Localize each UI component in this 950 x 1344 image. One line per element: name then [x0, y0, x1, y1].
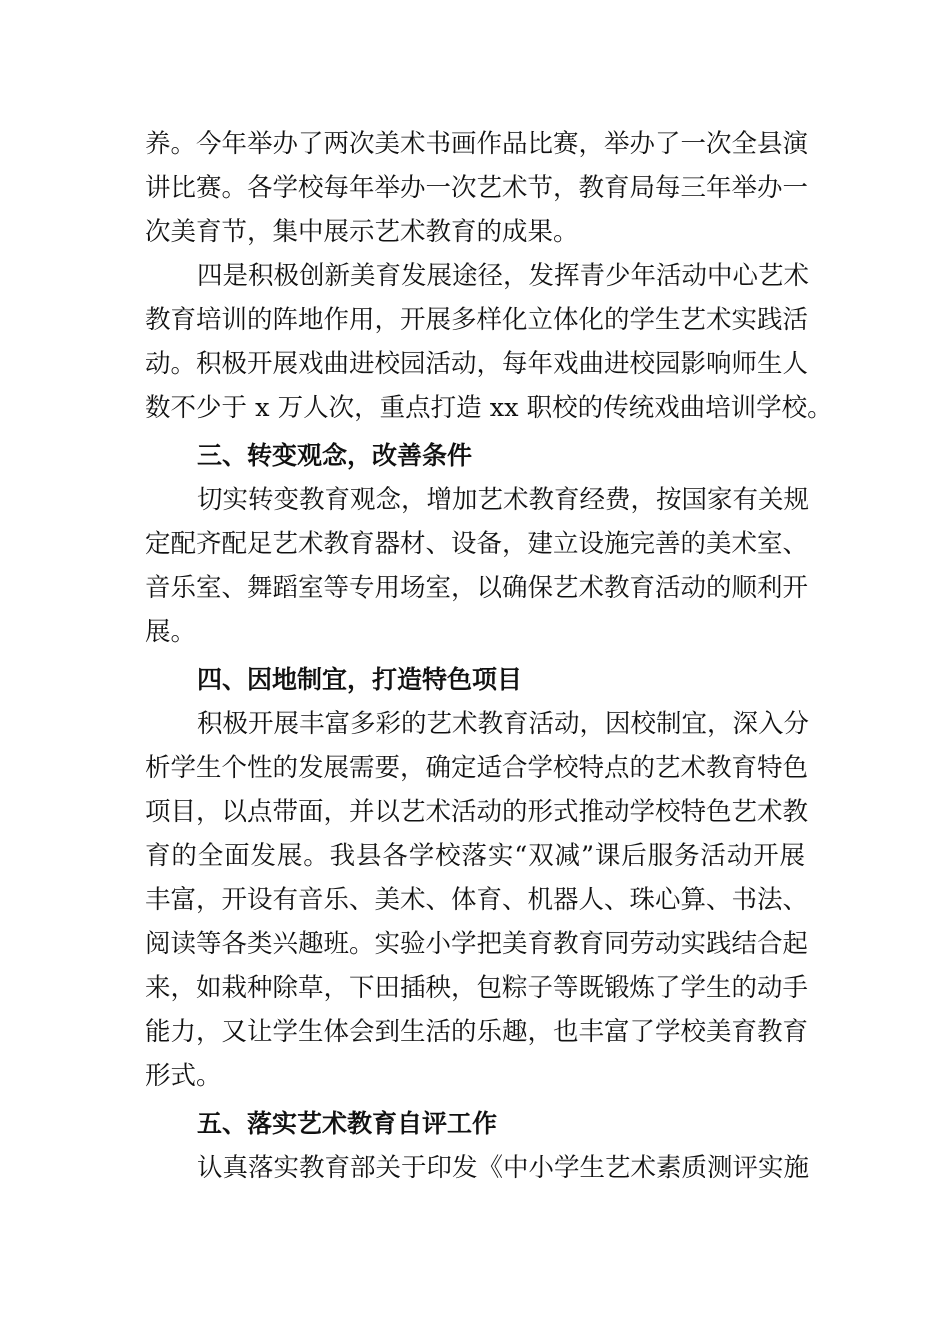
paragraph-line: 积极开展丰富多彩的艺术教育活动，因校制宜，深入分 [197, 709, 810, 739]
section-heading: 四、因地制宜，打造特色项目 [197, 665, 523, 694]
paragraph-line: 认真落实教育部关于印发《中小学生艺术素质测评实施 [197, 1153, 810, 1183]
paragraph-line: 四是积极创新美育发展途径，发挥青少年活动中心艺术 [197, 261, 810, 291]
paragraph-line: 数不少于 x 万人次，重点打造 xx 职校的传统戏曲培训学校。 [145, 393, 833, 423]
paragraph-line: 丰富，开设有音乐、美术、体育、机器人、珠心算、书法、 [145, 885, 809, 915]
paragraph-line: 育的全面发展。我县各学校落实“双减”课后服务活动开展 [145, 841, 805, 871]
paragraph-line: 展。 [145, 617, 197, 647]
paragraph-line: 来，如栽种除草，下田插秧，包粽子等既锻炼了学生的动手 [145, 973, 809, 1003]
paragraph-line: 次美育节，集中展示艺术教育的成果。 [145, 217, 579, 247]
paragraph-line: 教育培训的阵地作用，开展多样化立体化的学生艺术实践活 [145, 305, 809, 335]
paragraph-line: 讲比赛。各学校每年举办一次艺术节，教育局每三年举办一 [145, 173, 809, 203]
paragraph-line: 定配齐配足艺术教育器材、设备，建立设施完善的美术室、 [145, 529, 809, 559]
paragraph-line: 形式。 [145, 1061, 222, 1091]
paragraph-line: 切实转变教育观念，增加艺术教育经费，按国家有关规 [197, 485, 810, 515]
section-heading: 三、转变观念，改善条件 [197, 441, 473, 470]
paragraph-line: 养。今年举办了两次美术书画作品比赛，举办了一次全县演 [145, 129, 809, 159]
paragraph-line: 能力，又让学生体会到生活的乐趣，也丰富了学校美育教育 [145, 1017, 809, 1047]
paragraph-line: 项目，以点带面，并以艺术活动的形式推动学校特色艺术教 [145, 797, 809, 827]
paragraph-line: 析学生个性的发展需要，确定适合学校特点的艺术教育特色 [145, 753, 809, 783]
paragraph-line: 阅读等各类兴趣班。实验小学把美育教育同劳动实践结合起 [145, 929, 809, 959]
paragraph-line: 动。积极开展戏曲进校园活动，每年戏曲进校园影响师生人 [145, 349, 809, 379]
section-heading: 五、落实艺术教育自评工作 [197, 1109, 498, 1138]
paragraph-line: 音乐室、舞蹈室等专用场室，以确保艺术教育活动的顺利开 [145, 573, 809, 603]
